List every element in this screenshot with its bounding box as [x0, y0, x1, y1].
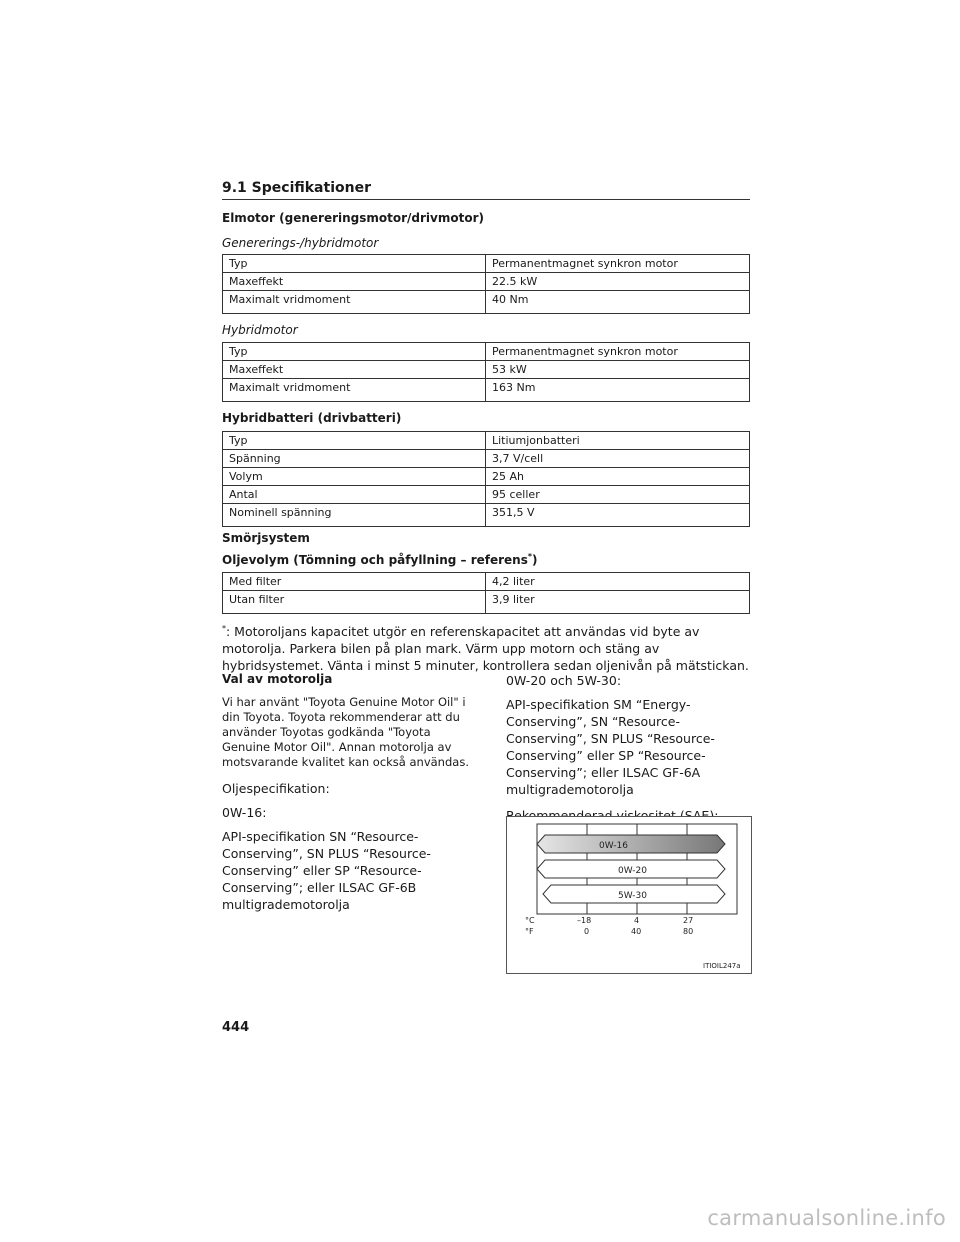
- table-cell-value: 95 celler: [486, 486, 750, 504]
- table-cell-value: 4,2 liter: [486, 573, 750, 591]
- hybrid-motor-subheading: Hybridmotor: [222, 323, 298, 337]
- figure-code: ITIOIL247a: [703, 962, 741, 970]
- fahrenheit-unit: °F: [525, 927, 534, 936]
- bar-label-0w20: 0W-20: [618, 866, 647, 876]
- watermark: carmanualsonline.info: [707, 1206, 946, 1230]
- table-row: [223, 486, 750, 504]
- oil-volume-heading-text: Oljevolym (Tömning och påfyllning – referens: [222, 553, 528, 567]
- electric-motor-heading: Elmotor (genereringsmotor/drivmotor): [222, 211, 484, 225]
- left-column: [222, 672, 472, 913]
- oil-volume-table: [222, 572, 750, 614]
- section-header: 9.1 Specifikationer: [222, 180, 750, 200]
- celsius-unit: °C: [525, 916, 535, 925]
- bar-0w16: [537, 835, 725, 853]
- fahrenheit-tick: 0: [584, 927, 590, 936]
- table-cell-label: Typ: [223, 343, 486, 361]
- table-cell-label: Maximalt vridmoment: [223, 291, 486, 314]
- grade-0w20-label: 0W-20 och 5W-30:: [506, 673, 622, 688]
- table-cell-value: Permanentmagnet synkron motor: [486, 343, 750, 361]
- table-cell-label: Maximalt vridmoment: [223, 379, 486, 402]
- grade-0w20-text: API-specifikation SM “Energy-Conserving”, SN “Resource-Conserving”, SN PLUS “Resource-Conserving” eller SP “Resource-Conserving”; eller ILSAC GF-6A multigrademotorolja: [506, 697, 715, 797]
- viscosity-diagram: [507, 817, 751, 973]
- footnote-marker: *: [527, 552, 533, 561]
- table-row: [223, 273, 750, 291]
- table-cell-label: Med filter: [223, 573, 486, 591]
- footnote: [222, 620, 750, 674]
- bar-label-0w16: 0W-16: [599, 841, 628, 851]
- footnote-text: : Motoroljans kapacitet utgör en referenskapacitet att användas vid byte av motorolja. Parkera bilen på plan mark. Värm upp motorn och stäng av hybridsystemet. Vänta i minst 5 minuter, kontrollera sedan oljenivån på mätstickan.: [222, 624, 749, 674]
- table-row: [223, 291, 750, 314]
- bar-label-5w30: 5W-30: [618, 891, 647, 901]
- table-cell-value: 163 Nm: [486, 379, 750, 402]
- table-cell-label: Spänning: [223, 450, 486, 468]
- table-cell-value: 25 Ah: [486, 468, 750, 486]
- generator-motor-subheading: Genererings-/hybridmotor: [222, 236, 379, 250]
- table-row: [223, 450, 750, 468]
- table-cell-value: 40 Nm: [486, 291, 750, 314]
- footnote-marker: *: [222, 624, 226, 633]
- table-cell-value: Permanentmagnet synkron motor: [486, 255, 750, 273]
- oil-spec-label: Oljespecifikation:: [222, 781, 330, 796]
- table-cell-label: Typ: [223, 432, 486, 450]
- table-cell-value: Litiumjonbatteri: [486, 432, 750, 450]
- grade-0w16-text: API-specifikation SN “Resource-Conserving”, SN PLUS “Resource-Conserving” eller SP “Resource-Conserving”; eller ILSAC GF-6B multigrademotorolja: [222, 829, 431, 912]
- generator-motor-table: [222, 254, 750, 314]
- table-cell-value: 351,5 V: [486, 504, 750, 527]
- table-row: [223, 591, 750, 614]
- oil-selection-heading: Val av motorolja: [222, 672, 333, 686]
- table-cell-label: Utan filter: [223, 591, 486, 614]
- table-row: [223, 573, 750, 591]
- celsius-tick: 27: [683, 916, 694, 925]
- right-column: [506, 672, 756, 824]
- lubrication-heading: Smörjsystem: [222, 531, 310, 545]
- oil-volume-heading-end: ): [532, 553, 538, 567]
- table-row: [223, 379, 750, 402]
- table-cell-value: 3,9 liter: [486, 591, 750, 614]
- viscosity-figure: [506, 816, 752, 974]
- table-row: [223, 255, 750, 273]
- grade-0w16-label: 0W-16:: [222, 805, 267, 820]
- celsius-tick: –18: [577, 916, 592, 925]
- page-number: 444: [222, 1020, 250, 1035]
- table-cell-label: Volym: [223, 468, 486, 486]
- celsius-tick: 4: [634, 916, 640, 925]
- hybrid-motor-table: [222, 342, 750, 402]
- table-cell-label: Maxeffekt: [223, 273, 486, 291]
- table-row: [223, 504, 750, 527]
- battery-table: [222, 431, 750, 527]
- table-row: [223, 468, 750, 486]
- oil-selection-intro: Vi har använt "Toyota Genuine Motor Oil" i din Toyota. Toyota rekommenderar att du använder Toyotas godkända "Toyota Genuine Motor Oil". Annan motorolja av motsvarande kvalitet kan också användas.: [222, 695, 469, 769]
- table-cell-value: 53 kW: [486, 361, 750, 379]
- table-row: [223, 361, 750, 379]
- table-cell-label: Typ: [223, 255, 486, 273]
- table-row: [223, 343, 750, 361]
- table-cell-label: Nominell spänning: [223, 504, 486, 527]
- battery-heading: Hybridbatteri (drivbatteri): [222, 411, 402, 425]
- oil-volume-heading: [222, 552, 538, 567]
- table-cell-value: 3,7 V/cell: [486, 450, 750, 468]
- table-cell-label: Antal: [223, 486, 486, 504]
- fahrenheit-tick: 80: [683, 927, 694, 936]
- table-cell-value: 22.5 kW: [486, 273, 750, 291]
- fahrenheit-tick: 40: [631, 927, 642, 936]
- table-row: [223, 432, 750, 450]
- table-cell-label: Maxeffekt: [223, 361, 486, 379]
